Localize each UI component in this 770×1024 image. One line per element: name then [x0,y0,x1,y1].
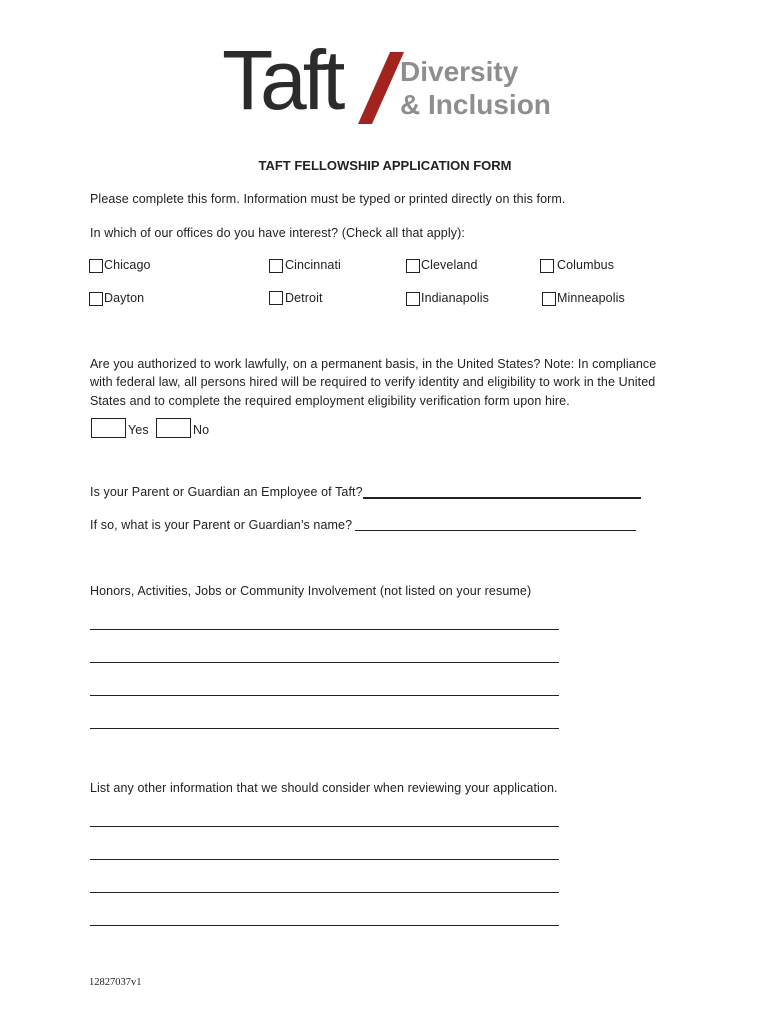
honors-answer-line[interactable] [90,629,559,630]
authorization-text-line-1: Are you authorized to work lawfully, on a permanent basis, in the United States? Note: In compliance [90,357,657,371]
taft-logo-wordmark: Taft [222,33,342,127]
label-cleveland: Cleveland [421,258,478,272]
checkbox-minneapolis[interactable] [542,292,556,306]
logo-slash [358,52,404,124]
label-no: No [193,423,210,437]
honors-answer-line[interactable] [90,695,559,696]
authorization-text-line-2: with federal law, all persons hired will be required to verify identity and eligibility to work in the United [90,375,656,389]
label-detroit: Detroit [285,291,323,305]
other-info-answer-line[interactable] [90,859,559,860]
parent-employee-question: Is your Parent or Guardian an Employee of Taft? [90,485,363,499]
checkbox-dayton[interactable] [89,292,103,306]
intro-text: Please complete this form. Information must be typed or printed directly on this form. [90,192,566,206]
checkbox-indianapolis[interactable] [406,292,420,306]
other-info-prompt: List any other information that we should consider when reviewing your application. [90,781,558,795]
honors-answer-line[interactable] [90,662,559,663]
other-info-answer-line[interactable] [90,925,559,926]
other-info-answer-line[interactable] [90,826,559,827]
logo-diversity-text: Diversity [400,56,519,87]
checkbox-cleveland[interactable] [406,259,420,273]
authorization-text-line-3: States and to complete the required employment eligibility verification form upon hire. [90,394,570,408]
label-indianapolis: Indianapolis [421,291,489,305]
honors-prompt: Honors, Activities, Jobs or Community Involvement (not listed on your resume) [90,584,532,598]
parent-employee-answer-line[interactable] [363,497,641,499]
offices-question: In which of our offices do you have interest? (Check all that apply): [90,226,465,240]
parent-name-answer-line[interactable] [355,530,636,531]
parent-name-question: If so, what is your Parent or Guardian’s name? [90,518,353,532]
checkbox-columbus[interactable] [540,259,554,273]
checkbox-chicago[interactable] [89,259,103,273]
checkbox-cincinnati[interactable] [269,259,283,273]
checkbox-authorized-yes[interactable] [91,418,126,438]
label-columbus: Columbus [557,258,615,272]
logo-inclusion-text: & Inclusion [400,89,551,120]
other-info-answer-line[interactable] [90,892,559,893]
checkbox-authorized-no[interactable] [156,418,191,438]
checkbox-detroit[interactable] [269,291,283,305]
form-title: TAFT FELLOWSHIP APPLICATION FORM [258,158,512,173]
honors-answer-line[interactable] [90,728,559,729]
label-dayton: Dayton [104,291,145,305]
label-minneapolis: Minneapolis [557,291,625,305]
label-cincinnati: Cincinnati [285,258,341,272]
label-chicago: Chicago [104,258,151,272]
label-yes: Yes [128,423,149,437]
document-id: 12827037v1 [89,977,142,988]
